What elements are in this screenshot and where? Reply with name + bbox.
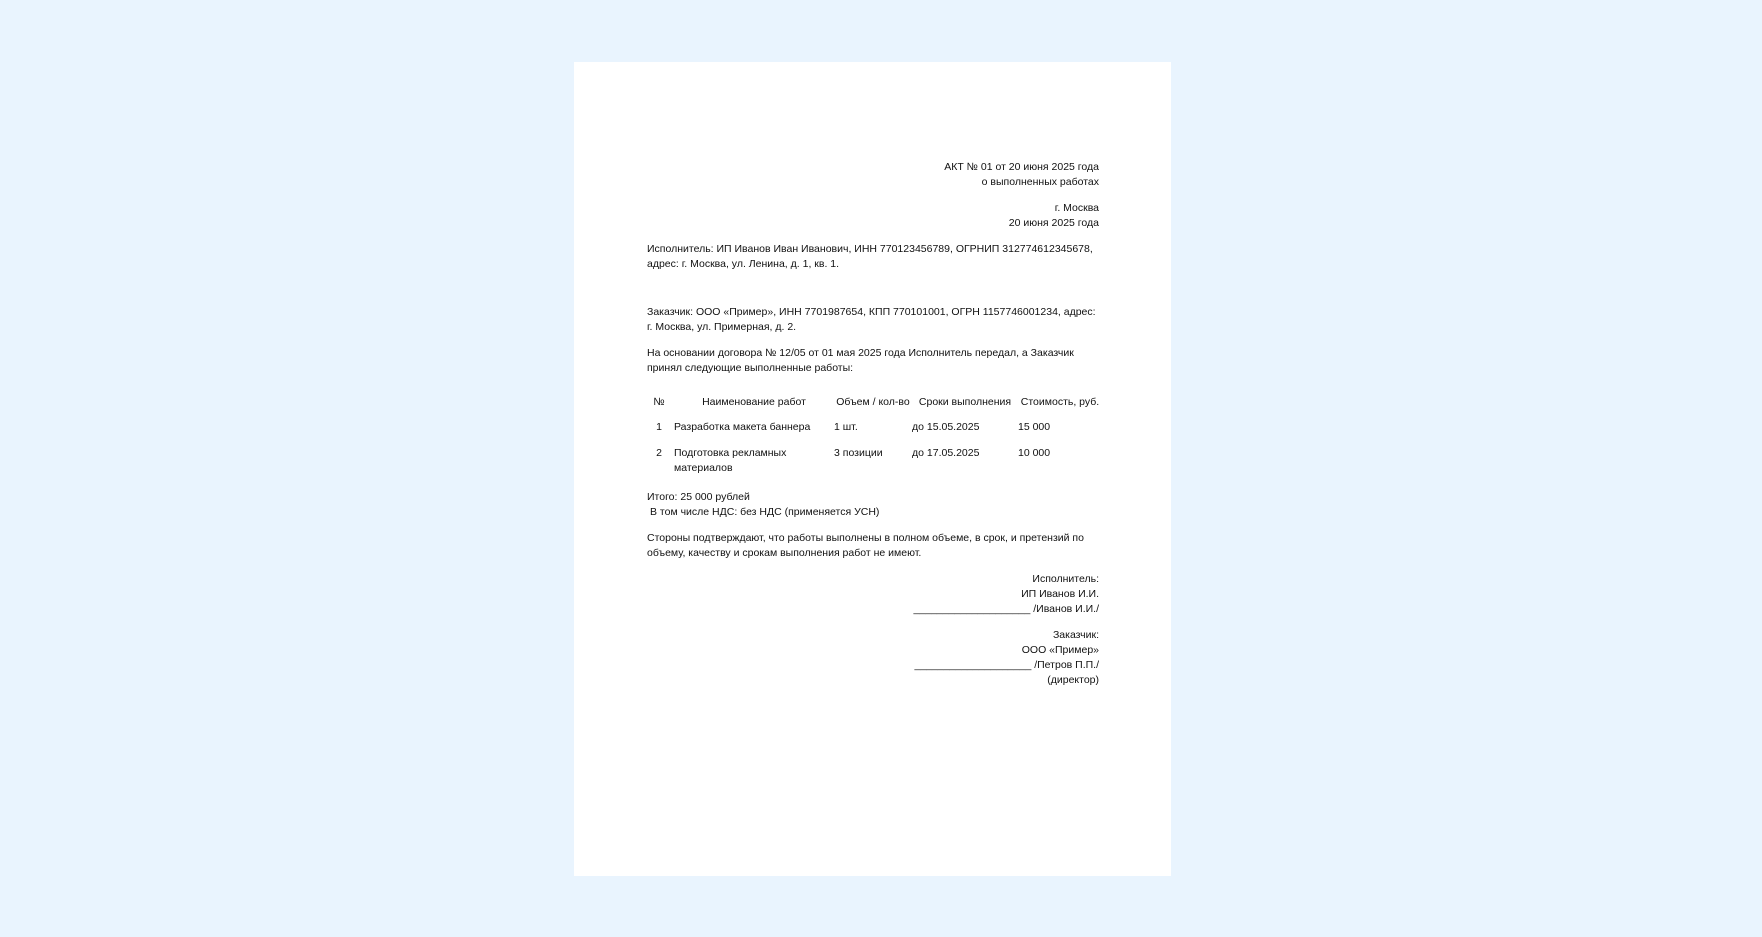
table-row <box>647 446 1102 487</box>
customer-signature-line: ____________________ /Петров П.П./ <box>914 659 1099 671</box>
row-quantity: 3 позиции <box>834 447 883 459</box>
vat-note: В том числе НДС: без НДС (применяется УСН) <box>650 506 880 518</box>
table-header-row <box>647 395 1102 420</box>
row-name: Подготовка рекламных материалов <box>674 447 787 474</box>
executor-name: ИП Иванов И.И. <box>1021 588 1099 600</box>
header-quantity: Объем / кол-во <box>836 396 910 408</box>
act-document <box>647 160 1099 688</box>
row-number: 2 <box>656 447 662 459</box>
header-number: № <box>653 396 665 408</box>
executor-label: Исполнитель: <box>1032 573 1099 585</box>
executor-signature-line: ____________________ /Иванов И.И./ <box>913 603 1099 615</box>
row-name: Разработка макета баннера <box>674 421 811 433</box>
customer-name: ООО «Пример» <box>1021 644 1099 656</box>
city: г. Москва <box>1054 202 1099 214</box>
place-date <box>647 201 1099 231</box>
customer-details: Заказчик: ООО «Пример», ИНН 7701987654, КПП 770101001, ОГРН 1157746001234, адрес: г. Москва, ул. Примерная, д. 2. <box>647 306 1096 333</box>
act-title <box>647 160 1099 190</box>
row-cost: 10 000 <box>1018 447 1051 459</box>
header-cost: Стоимость, руб. <box>1020 396 1100 408</box>
confirmation-paragraph: Стороны подтверждают, что работы выполнены в полном объеме, в срок, и претензий по объему, качеству и срокам выполнения работ не имеют. <box>647 532 1084 559</box>
total-amount: Итого: 25 000 рублей <box>647 491 750 503</box>
act-title-line2: о выполненных работах <box>981 176 1099 188</box>
customer-label: Заказчик: <box>1052 629 1099 641</box>
row-number: 1 <box>656 421 662 433</box>
row-quantity: 1 шт. <box>834 421 858 433</box>
document-page <box>574 62 1171 876</box>
row-term: до 17.05.2025 <box>912 447 980 459</box>
act-title-line1: АКТ № 01 от 20 июня 2025 года <box>944 161 1099 173</box>
header-term: Сроки выполнения <box>918 396 1012 408</box>
totals <box>647 490 1099 520</box>
executor-signature-block <box>647 572 1099 617</box>
customer-signature-block <box>647 628 1099 688</box>
customer-role: (директор) <box>1047 674 1099 686</box>
row-cost: 15 000 <box>1018 421 1051 433</box>
table-row <box>647 420 1102 446</box>
act-date: 20 июня 2025 года <box>1008 217 1099 229</box>
executor-details: Исполнитель: ИП Иванов Иван Иванович, ИНН 770123456789, ОГРНИП 312774612345678, адрес: г. Москва, ул. Ленина, д. 1, кв. 1. <box>647 243 1093 270</box>
basis-paragraph: На основании договора № 12/05 от 01 мая 2025 года Исполнитель передал, а Заказчик принял следующие выполненные работы: <box>647 347 1074 374</box>
row-term: до 15.05.2025 <box>912 421 980 433</box>
header-name: Наименование работ <box>702 396 806 408</box>
works-table <box>647 395 1102 487</box>
